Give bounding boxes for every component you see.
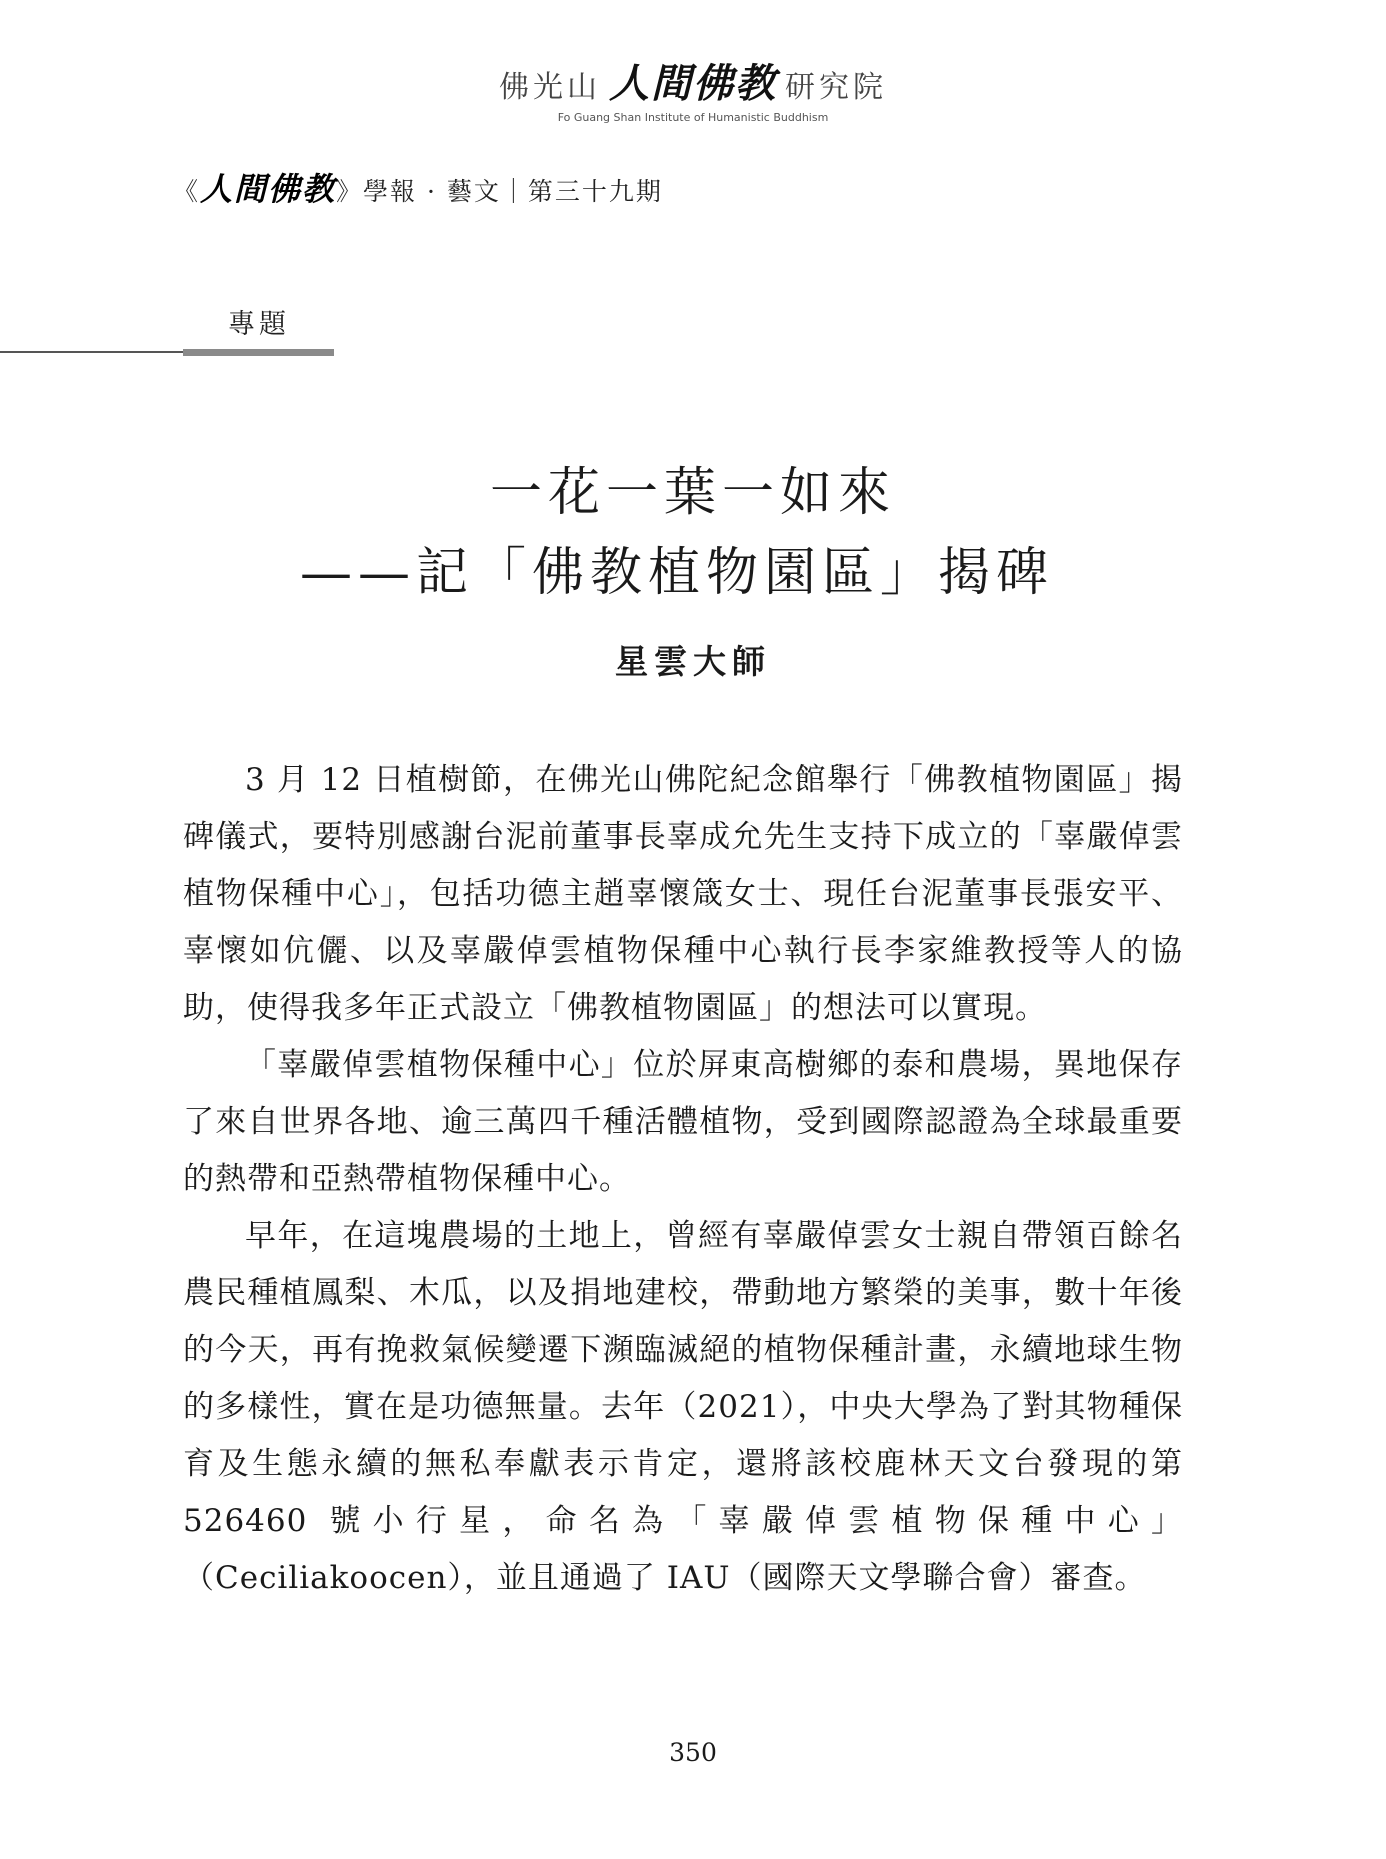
institute-header <box>0 52 1386 124</box>
journal-close-bracket: 》 <box>336 177 364 206</box>
institute-name-left: 佛光山 <box>499 70 601 105</box>
institute-english-name: Fo Guang Shan Institute of Humanistic Buddhism <box>557 111 829 124</box>
article-title: 一花一葉一如來 <box>489 463 896 523</box>
institute-logo <box>0 52 1386 109</box>
journal-open-bracket: 《 <box>173 177 201 206</box>
journal-brand-calligraphy: 人間佛教 <box>200 170 337 208</box>
section-label: 專題 <box>228 309 290 340</box>
body-paragraph: 3 月 12 日植樹節，在佛光山佛陀紀念館舉行「佛教植物園區」揭碑儀式，要特別感謝台泥前董事長辜成允先生支持下成立的「辜嚴倬雲植物保種中心」，包括功德主趙辜懷箴女士、現任台泥董事長張安平、辜懷如伉儷、以及辜嚴倬雲植物保種中心執行長李家維教授等人的協助，使得我多年正式設立「佛教植物園區」的想法可以實現。 <box>183 762 1183 1026</box>
page-number: 350 <box>669 1738 717 1767</box>
journal-running-head <box>173 164 663 210</box>
institute-name-right: 研究院 <box>785 70 887 105</box>
article-body <box>183 752 1183 1607</box>
brand-calligraphy: 人間佛教 <box>609 60 777 107</box>
section-divider-accent <box>183 349 334 356</box>
article-subtitle: ——記「佛教植物園區」揭碑 <box>300 543 1055 603</box>
article-author: 星雲大師 <box>615 642 771 681</box>
body-paragraph: 「辜嚴倬雲植物保種中心」位於屏東高樹鄉的泰和農場，異地保存了來自世界各地、逾三萬四千種活體植物，受到國際認證為全球最重要的熱帶和亞熱帶植物保種中心。 <box>183 1047 1183 1197</box>
journal-issue-text: 學報 · 藝文｜第三十九期 <box>363 177 663 206</box>
body-paragraph: 早年，在這塊農場的土地上，曾經有辜嚴倬雲女士親自帶領百餘名農民種植鳳梨、木瓜，以及捐地建校，帶動地方繁榮的美事，數十年後的今天，再有挽救氣候變遷下瀕臨滅絕的植物保種計畫，永續地球生物的多樣性，實在是功德無量。去年（2021），中央大學為了對其物種保育及生態永續的無私奉獻表示肯定，還將該校鹿林天文台發現的第 526460 號小行星，命名為「辜嚴倬雲植物保種中心」（Ceciliakoocen），並且通過了 IAU（國際天文學聯合會）審查。 <box>183 1218 1183 1596</box>
